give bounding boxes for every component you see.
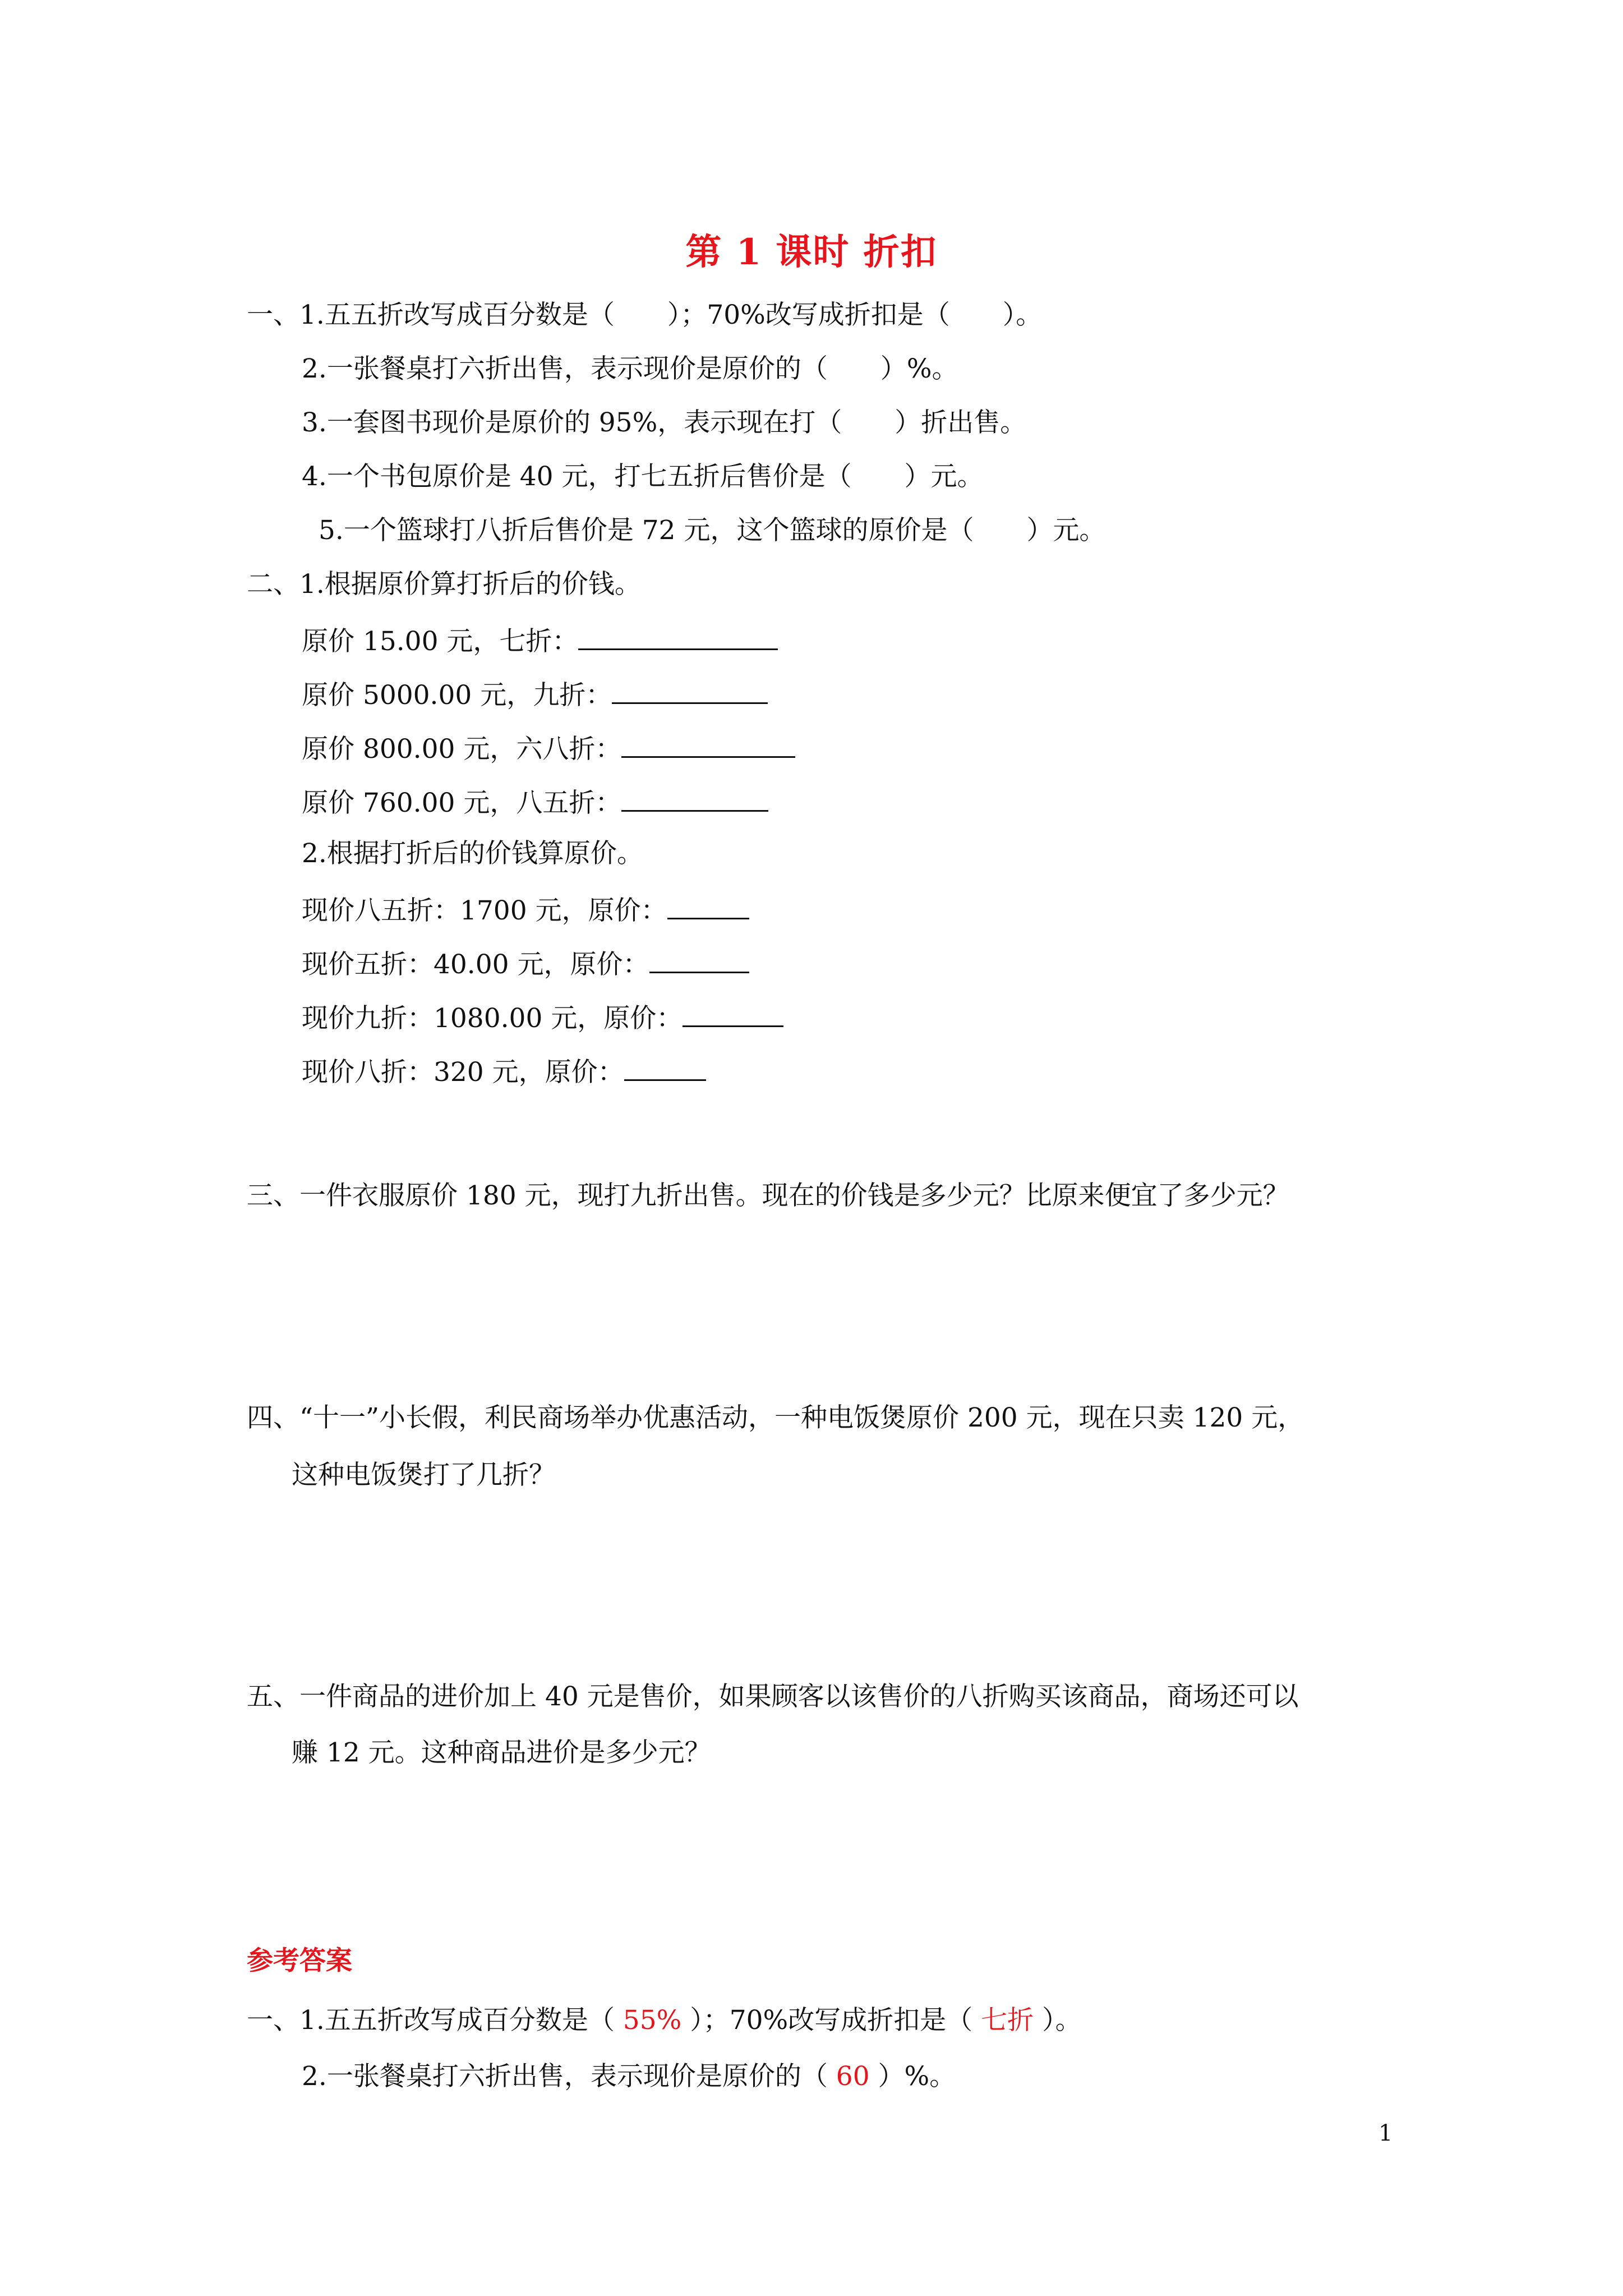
answer-blank[interactable] bbox=[683, 999, 783, 1027]
answer-text: 2.一张餐桌打六折出售，表示现价是原价的（ bbox=[302, 2061, 836, 2092]
answer-line-1 bbox=[247, 2004, 1082, 2037]
q1-line: 一、1.五五折改写成百分数是（ ）；70%改写成折扣是（ ）。 bbox=[247, 300, 1043, 330]
answer-value: 60 bbox=[836, 2061, 870, 2092]
calc-item bbox=[302, 622, 778, 659]
answer-line-2 bbox=[302, 2060, 956, 2093]
section3-question: 三、一件衣服原价 180 元，现打九折出售。现在的价钱是多少元？比原来便宜了多少元？ bbox=[247, 1180, 1289, 1211]
answer-blank[interactable] bbox=[621, 729, 795, 758]
calc-item bbox=[302, 945, 749, 982]
answer-blank[interactable] bbox=[621, 783, 768, 812]
answer-value: 七折 bbox=[981, 2005, 1034, 2036]
section4-question-line1: 四、“十一”小长假，利民商场举办优惠活动，一种电饭煲原价 200 元，现在只卖 120 元， bbox=[247, 1402, 1304, 1433]
calc-item bbox=[302, 783, 768, 820]
answer-text: ）%。 bbox=[869, 2061, 956, 2092]
answer-blank[interactable] bbox=[624, 1052, 706, 1081]
section4-question-line2: 这种电饭煲打了几折？ bbox=[292, 1460, 555, 1490]
section2-sub-heading: 2.根据打折后的价钱算原价。 bbox=[302, 838, 643, 869]
answer-text: 一、1.五五折改写成百分数是（ bbox=[247, 2005, 623, 2036]
section5-question-line2: 赚 12 元。这种商品进价是多少元？ bbox=[292, 1737, 711, 1768]
answer-blank[interactable] bbox=[578, 622, 778, 650]
answer-value: 55% bbox=[623, 2005, 682, 2036]
page-title: 第 1 课时 折扣 bbox=[685, 231, 938, 273]
answer-blank[interactable] bbox=[649, 945, 749, 973]
q3-line: 3.一套图书现价是原价的 95%，表示现在打（ ）折出售。 bbox=[302, 407, 1027, 438]
calc-item bbox=[302, 675, 768, 712]
answers-heading: 参考答案 bbox=[247, 1945, 352, 1976]
calc-item bbox=[302, 1052, 706, 1089]
q2-line: 2.一张餐桌打六折出售，表示现价是原价的（ ）%。 bbox=[302, 353, 958, 384]
answer-blank[interactable] bbox=[667, 891, 749, 919]
calc-item-label: 原价 800.00 元，六八折： bbox=[302, 734, 622, 765]
calc-item-label: 现价八折：320 元，原价： bbox=[302, 1057, 624, 1088]
calc-item-label: 原价 760.00 元，八五折： bbox=[302, 788, 622, 818]
calc-item bbox=[302, 891, 749, 928]
calc-item-label: 原价 15.00 元，七折： bbox=[302, 626, 579, 657]
answer-text: ）。 bbox=[1034, 2005, 1082, 2036]
calc-item-label: 原价 5000.00 元，九折： bbox=[302, 680, 612, 711]
calc-item-label: 现价八五折：1700 元，原价： bbox=[302, 895, 667, 926]
page-number: 1 bbox=[1378, 2120, 1393, 2146]
calc-item-label: 现价九折：1080.00 元，原价： bbox=[302, 1003, 683, 1034]
calc-item bbox=[302, 729, 795, 766]
section2-heading: 二、1.根据原价算打折后的价钱。 bbox=[247, 569, 641, 600]
answer-text: ）；70%改写成折扣是（ bbox=[681, 2005, 981, 2036]
calc-item bbox=[302, 999, 783, 1036]
q4-line: 4.一个书包原价是 40 元，打七五折后售价是（ ）元。 bbox=[302, 461, 984, 492]
calc-item-label: 现价五折：40.00 元，原价： bbox=[302, 949, 649, 980]
q5-line: 5.一个篮球打八折后售价是 72 元，这个篮球的原价是（ ）元。 bbox=[319, 515, 1106, 546]
section5-question-line1: 五、一件商品的进价加上 40 元是售价，如果顾客以该售价的八折购买该商品，商场还可以 bbox=[247, 1681, 1299, 1712]
answer-blank[interactable] bbox=[612, 675, 768, 704]
